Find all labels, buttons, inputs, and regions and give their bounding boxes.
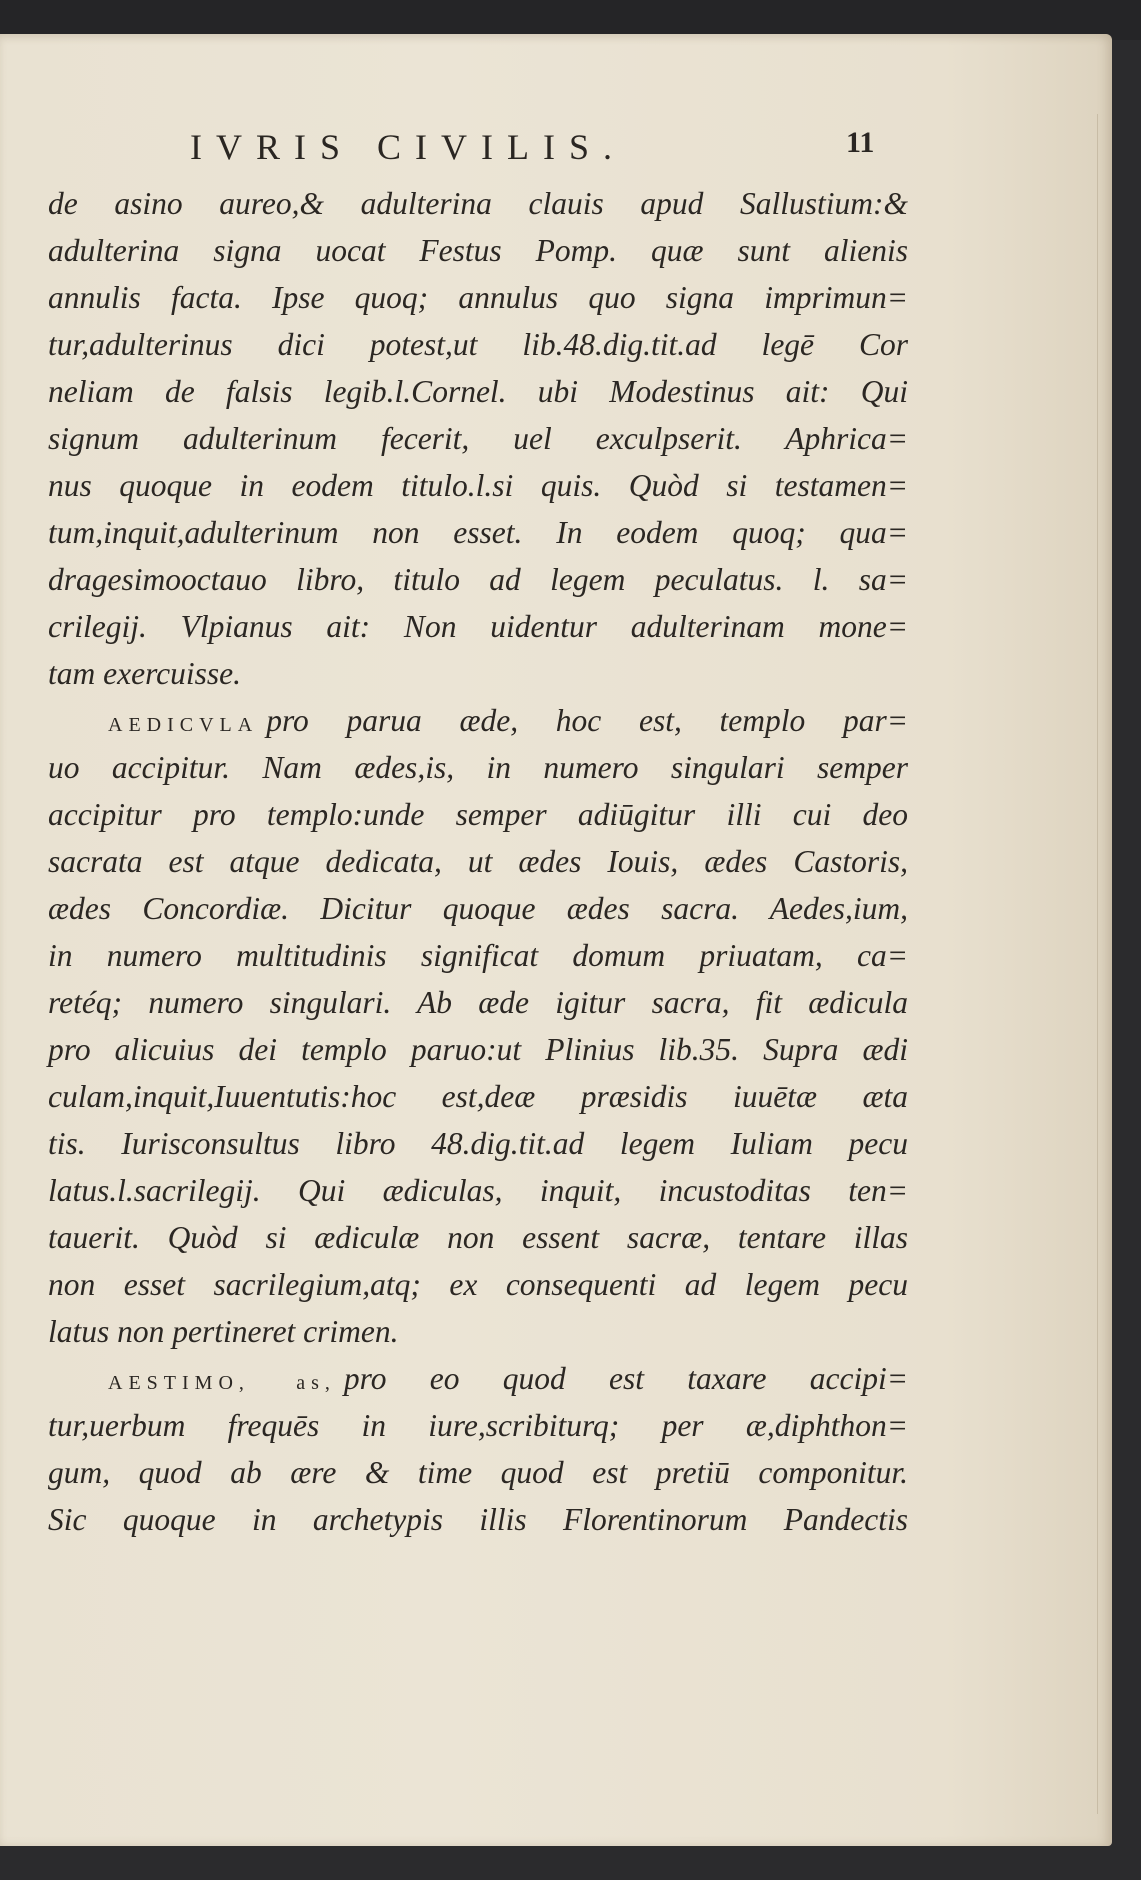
- text-line: nus quoque in eodem titulo.l.si quis. Quòd si testamen=: [48, 468, 908, 503]
- text-line: Sic quoque in archetypis illis Florentinorum Pandectis: [48, 1502, 908, 1537]
- text-line: culam,inquit,Iuuentutis:hoc est,deæ præsidis iuuētæ æta: [48, 1079, 908, 1114]
- text-line: uo accipitur. Nam ædes,is, in numero singulari semper: [48, 750, 908, 785]
- text-line: tis. Iurisconsultus libro 48.dig.tit.ad legem Iuliam pecu: [48, 1126, 908, 1161]
- text-line: crilegij. Vlpianus ait: Non uidentur adulterinam mone=: [48, 609, 908, 644]
- page-fold-shadow: [1097, 114, 1098, 1814]
- text-line: non esset sacrilegium,atq; ex consequenti ad legem pecu: [48, 1267, 908, 1302]
- text-line: gum, quod ab ære & time quod est pretiū componitur.: [48, 1455, 908, 1490]
- text-line: latus.l.sacrilegij. Qui ædiculas, inquit, incustoditas ten=: [48, 1173, 908, 1208]
- entry-first-line-text: pro eo quod est taxare accipi=: [343, 1361, 908, 1396]
- entry-first-line: [48, 1355, 908, 1402]
- text-line: in numero multitudinis significat domum priuatam, ca=: [48, 938, 908, 973]
- page-header: [0, 34, 1112, 174]
- text-line: pro alicuius dei templo paruo:ut Plinius lib.35. Supra ædi: [48, 1032, 908, 1067]
- text-line: tur,adulterinus dici potest,ut lib.48.dig.tit.ad legē Cor: [48, 327, 908, 362]
- page-number: 11: [846, 126, 875, 159]
- text-line: adulterina signa uocat Festus Pomp. quæ sunt alienis: [48, 233, 908, 268]
- text-line: latus non pertineret crimen.: [48, 1314, 399, 1349]
- text-line: dragesimooctauo libro, titulo ad legem peculatus. l. sa=: [48, 562, 908, 597]
- text-line: sacrata est atque dedicata, ut ædes Iouis, ædes Castoris,: [48, 844, 908, 879]
- text-line: tauerit. Quòd si ædiculæ non essent sacræ, tentare illas: [48, 1220, 908, 1255]
- entry-first-line-text: pro parua æde, hoc est, templo par=: [266, 703, 908, 738]
- entry-lemma: AEDICVLA: [108, 714, 259, 736]
- text-line: de asino aureo,& adulterina clauis apud Sallustium:&: [48, 186, 908, 221]
- text-line: ædes Concordiæ. Dicitur quoque ædes sacra. Aedes,ium,: [48, 891, 908, 926]
- text-block: [48, 180, 908, 1543]
- text-line: annulis facta. Ipse quoq; annulus quo signa imprimun=: [48, 280, 908, 315]
- entry-first-line: [48, 697, 908, 744]
- entry-lemma: AESTIMO, as,: [108, 1372, 336, 1394]
- text-line: signum adulterinum fecerit, uel exculpserit. Aphrica=: [48, 421, 908, 456]
- text-line: tur,uerbum frequēs in iure,scribiturq; per æ,diphthon=: [48, 1408, 908, 1443]
- text-line: accipitur pro templo:unde semper adiūgitur illi cui deo: [48, 797, 908, 832]
- text-line: retéq; numero singulari. Ab æde igitur sacra, fit ædicula: [48, 985, 908, 1020]
- text-line: tam exercuisse.: [48, 656, 242, 691]
- text-line: neliam de falsis legib.l.Cornel. ubi Modestinus ait: Qui: [48, 374, 908, 409]
- text-line: tum,inquit,adulterinum non esset. In eodem quoq; qua=: [48, 515, 908, 550]
- running-head: IVRIS CIVILIS.: [190, 127, 626, 167]
- book-page: [0, 34, 1112, 1846]
